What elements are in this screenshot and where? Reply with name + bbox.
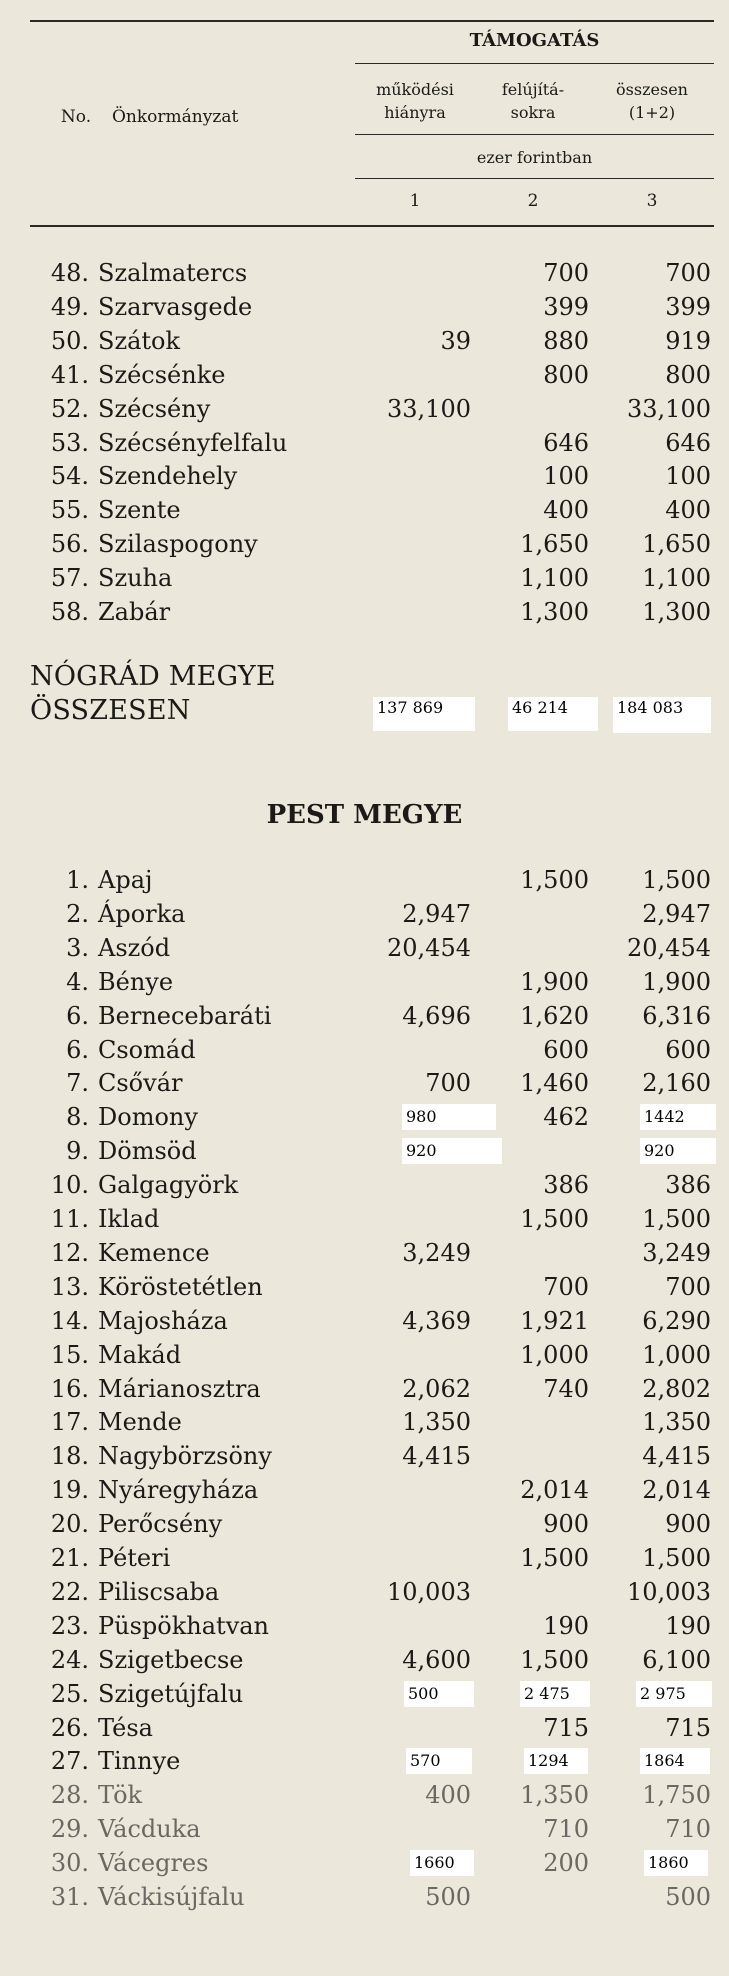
total-value: 1,100 xyxy=(642,564,711,593)
row-number: 20. xyxy=(50,1510,89,1539)
total-value: 399 xyxy=(665,292,711,321)
row-number: 53. xyxy=(50,428,89,457)
renovation-value: 386 xyxy=(543,1171,589,1200)
group-rule xyxy=(355,63,714,64)
total-value: 1442 xyxy=(640,1104,716,1130)
table-row xyxy=(0,1812,729,1846)
total-value: 1,500 xyxy=(642,1205,711,1233)
group-title: TÁMOGATÁS xyxy=(469,30,600,51)
renovation-value: 200 xyxy=(543,1849,589,1878)
col2-header-line1: felújítá- xyxy=(501,80,565,99)
municipality-name: Köröstetétlen xyxy=(98,1272,263,1301)
operating-deficit-value: 500 xyxy=(404,1681,474,1707)
row-number: 4. xyxy=(66,967,89,996)
total-value: 2,947 xyxy=(642,899,711,928)
table-row xyxy=(0,595,729,629)
total-value: 386 xyxy=(665,1171,711,1200)
total-value: 800 xyxy=(665,360,711,389)
table-row xyxy=(0,1711,729,1745)
table-row xyxy=(0,1880,729,1914)
renovation-value: 1,100 xyxy=(520,564,589,593)
total-value: 1864 xyxy=(640,1748,710,1774)
municipality-name: Szigetújfalu xyxy=(98,1679,244,1708)
unit-label: ezer forintban xyxy=(476,148,593,167)
municipality-name: Iklad xyxy=(98,1205,160,1233)
total-col3-value: 184 083 xyxy=(613,697,711,733)
renovation-value: 1,000 xyxy=(520,1340,589,1369)
county-total-line2: ÖSSZESEN xyxy=(30,695,191,726)
operating-deficit-value: 3,249 xyxy=(402,1238,471,1267)
table-row xyxy=(0,1100,729,1134)
table-row xyxy=(0,1338,729,1372)
operating-deficit-value: 4,369 xyxy=(402,1306,471,1335)
operating-deficit-value: 2,062 xyxy=(402,1374,471,1403)
operating-deficit-value: 400 xyxy=(425,1781,471,1810)
operating-deficit-value: 4,696 xyxy=(402,1001,471,1030)
renovation-value: 1294 xyxy=(524,1748,588,1774)
row-number: 54. xyxy=(50,462,89,491)
col3-number: 3 xyxy=(646,191,658,211)
operating-deficit-value: 4,600 xyxy=(402,1645,471,1674)
row-number: 41. xyxy=(50,360,89,389)
total-value: 600 xyxy=(665,1035,711,1064)
municipality-name: Dömsöd xyxy=(98,1137,197,1166)
table-row xyxy=(0,1473,729,1507)
table-row xyxy=(0,1643,729,1677)
renovation-value: 715 xyxy=(543,1713,589,1742)
row-number: 28. xyxy=(50,1781,89,1810)
total-value: 1,650 xyxy=(642,530,711,559)
table-row xyxy=(0,863,729,897)
unit-rule-top xyxy=(355,134,714,135)
row-number: 50. xyxy=(50,326,89,355)
municipality-name: Szécsénke xyxy=(98,360,226,389)
row-number: 15. xyxy=(50,1340,89,1369)
row-number: 58. xyxy=(50,598,89,626)
table-row xyxy=(0,392,729,426)
renovation-value: 1,500 xyxy=(520,1544,589,1572)
municipality-name: Mende xyxy=(98,1408,182,1437)
table-row xyxy=(0,1066,729,1100)
municipality-name: Szátok xyxy=(98,326,181,355)
total-value: 715 xyxy=(665,1713,711,1742)
municipality-name: Nyáregyháza xyxy=(98,1476,259,1505)
table-row xyxy=(0,1575,729,1609)
row-number: 24. xyxy=(50,1645,89,1674)
row-number: 6. xyxy=(66,1001,89,1030)
total-value: 1,300 xyxy=(642,598,711,626)
renovation-value: 190 xyxy=(543,1611,589,1640)
municipality-name: Tök xyxy=(98,1781,143,1810)
operating-deficit-value: 10,003 xyxy=(387,1577,471,1606)
total-value: 10,003 xyxy=(627,1577,711,1606)
col3-header-line1: összesen xyxy=(616,80,688,99)
municipality-name: Bénye xyxy=(98,967,174,996)
row-number: 55. xyxy=(50,496,89,525)
total-value: 2,014 xyxy=(642,1476,711,1505)
renovation-value: 1,460 xyxy=(520,1069,589,1098)
total-value: 1,500 xyxy=(642,866,711,894)
total-value: 900 xyxy=(665,1510,711,1539)
table-row xyxy=(0,1609,729,1643)
row-number: 3. xyxy=(66,933,89,962)
renovation-value: 2,014 xyxy=(520,1476,589,1505)
table-row xyxy=(0,1744,729,1778)
renovation-value: 1,350 xyxy=(520,1781,589,1810)
row-number: 48. xyxy=(50,259,89,287)
table-row xyxy=(0,1372,729,1406)
row-number: 7. xyxy=(66,1069,89,1098)
municipality-name: Püspökhatvan xyxy=(98,1611,270,1640)
municipality-name: Szigetbecse xyxy=(98,1645,244,1674)
operating-deficit-value: 4,415 xyxy=(402,1442,471,1471)
header-bottom-rule xyxy=(30,225,714,227)
renovation-value: 740 xyxy=(543,1374,589,1403)
renovation-value: 900 xyxy=(543,1510,589,1539)
renovation-value: 710 xyxy=(543,1815,589,1844)
renovation-value: 400 xyxy=(543,496,589,525)
table-row xyxy=(0,1236,729,1270)
total-value: 33,100 xyxy=(627,394,711,423)
row-number: 27. xyxy=(50,1747,89,1776)
municipality-name: Nagybörzsöny xyxy=(98,1442,272,1471)
total-value: 100 xyxy=(665,462,711,491)
total-value: 700 xyxy=(665,259,711,287)
total-value: 2 975 xyxy=(636,1681,712,1707)
renovation-value: 1,500 xyxy=(520,866,589,894)
operating-deficit-value: 570 xyxy=(406,1748,472,1774)
municipality-name: Márianosztra xyxy=(98,1374,261,1403)
table-row xyxy=(0,358,729,392)
total-value: 2,802 xyxy=(642,1374,711,1403)
table-row xyxy=(0,1405,729,1439)
renovation-value: 1,300 xyxy=(520,598,589,626)
municipality-name: Bernecebaráti xyxy=(98,1001,272,1030)
total-value: 500 xyxy=(665,1883,711,1911)
row-number: 29. xyxy=(50,1815,89,1844)
municipality-name: Piliscsaba xyxy=(98,1577,220,1606)
table-row xyxy=(0,1677,729,1711)
municipality-name: Vácegres xyxy=(98,1849,209,1878)
municipality-name: Szilaspogony xyxy=(98,530,258,559)
row-number: 22. xyxy=(50,1577,89,1606)
municipality-name: Tésa xyxy=(98,1713,153,1742)
row-number: 23. xyxy=(50,1611,89,1640)
total-value: 1,900 xyxy=(642,967,711,996)
total-value: 1,500 xyxy=(642,1544,711,1572)
total-value: 4,415 xyxy=(642,1442,711,1471)
total-value: 3,249 xyxy=(642,1238,711,1267)
operating-deficit-value: 1660 xyxy=(410,1850,474,1876)
total-col2-value: 46 214 xyxy=(508,697,598,731)
col3-header-line2: (1+2) xyxy=(628,103,676,122)
table-row xyxy=(0,1270,729,1304)
municipality-name: Apaj xyxy=(98,866,153,894)
table-row xyxy=(0,1439,729,1473)
table-row xyxy=(0,931,729,965)
table-row xyxy=(0,1507,729,1541)
municipality-name: Kemence xyxy=(98,1238,210,1267)
total-value: 920 xyxy=(640,1138,716,1164)
top-rule xyxy=(30,20,714,22)
row-number: 11. xyxy=(50,1205,89,1233)
row-number: 52. xyxy=(50,394,89,423)
no-header: No. xyxy=(60,107,92,127)
municipality-header: Önkormányzat xyxy=(112,107,239,127)
table-row xyxy=(0,1304,729,1338)
municipality-name: Szuha xyxy=(98,564,173,593)
table-row xyxy=(0,999,729,1033)
renovation-value: 600 xyxy=(543,1035,589,1064)
operating-deficit-value: 39 xyxy=(440,326,471,355)
municipality-name: Galgagyörk xyxy=(98,1171,239,1200)
operating-deficit-value: 20,454 xyxy=(387,933,471,962)
total-value: 1,350 xyxy=(642,1408,711,1437)
col1-header-line1: működési xyxy=(376,80,454,99)
renovation-value: 100 xyxy=(543,462,589,491)
row-number: 49. xyxy=(50,292,89,321)
row-number: 10. xyxy=(50,1171,89,1200)
row-number: 16. xyxy=(50,1374,89,1403)
table-row xyxy=(0,965,729,999)
row-number: 14. xyxy=(50,1306,89,1335)
table-row xyxy=(0,561,729,595)
row-number: 2. xyxy=(66,899,89,928)
row-number: 31. xyxy=(50,1883,89,1911)
col1-number: 1 xyxy=(409,191,421,211)
renovation-value: 1,650 xyxy=(520,530,589,559)
total-value: 6,290 xyxy=(642,1306,711,1335)
renovation-value: 700 xyxy=(543,259,589,287)
renovation-value: 1,620 xyxy=(520,1001,589,1030)
county-total-line1: NÓGRÁD MEGYE xyxy=(30,661,276,692)
row-number: 12. xyxy=(50,1238,89,1267)
total-value: 6,100 xyxy=(642,1645,711,1674)
municipality-name: Péteri xyxy=(98,1544,171,1572)
col2-header-line2: sokra xyxy=(510,103,556,122)
table-row xyxy=(0,527,729,561)
operating-deficit-value: 500 xyxy=(425,1883,471,1911)
operating-deficit-value: 920 xyxy=(402,1138,502,1164)
table-row xyxy=(0,1541,729,1575)
renovation-value: 800 xyxy=(543,360,589,389)
renovation-value: 2 475 xyxy=(520,1681,590,1707)
operating-deficit-value: 1,350 xyxy=(402,1408,471,1437)
total-col1-value: 137 869 xyxy=(373,697,475,731)
row-number: 17. xyxy=(50,1408,89,1437)
municipality-name: Vácduka xyxy=(98,1815,201,1844)
row-number: 57. xyxy=(50,564,89,593)
municipality-name: Szarvasgede xyxy=(98,292,253,321)
municipality-name: Szécsény xyxy=(98,394,211,423)
table-row xyxy=(0,426,729,460)
renovation-value: 1,500 xyxy=(520,1645,589,1674)
municipality-name: Szalmatercs xyxy=(98,259,248,287)
municipality-name: Majosháza xyxy=(98,1306,228,1335)
renovation-value: 462 xyxy=(543,1103,589,1132)
total-value: 2,160 xyxy=(642,1069,711,1098)
municipality-name: Makád xyxy=(98,1340,182,1369)
col2-number: 2 xyxy=(527,191,539,211)
table-row xyxy=(0,897,729,931)
row-number: 9. xyxy=(66,1137,89,1166)
renovation-value: 1,500 xyxy=(520,1205,589,1233)
total-value: 20,454 xyxy=(627,933,711,962)
municipality-name: Szendehely xyxy=(98,462,238,491)
total-value: 6,316 xyxy=(642,1001,711,1030)
operating-deficit-value: 700 xyxy=(425,1069,471,1098)
row-number: 1. xyxy=(66,866,89,894)
municipality-name: Domony xyxy=(98,1103,198,1132)
municipality-name: Perőcsény xyxy=(98,1510,223,1539)
table-row xyxy=(0,459,729,493)
row-number: 26. xyxy=(50,1713,89,1742)
municipality-name: Aszód xyxy=(98,933,171,962)
municipality-name: Váckisújfalu xyxy=(98,1883,245,1911)
table-row xyxy=(0,1846,729,1880)
total-value: 919 xyxy=(665,326,711,355)
total-value: 190 xyxy=(665,1611,711,1640)
renovation-value: 399 xyxy=(543,292,589,321)
operating-deficit-value: 2,947 xyxy=(402,899,471,928)
table-row xyxy=(0,290,729,324)
operating-deficit-value: 980 xyxy=(402,1104,496,1130)
table-row xyxy=(0,493,729,527)
total-value: 646 xyxy=(665,428,711,457)
table-row xyxy=(0,1033,729,1067)
municipality-name: Tinnye xyxy=(98,1747,181,1776)
total-value: 1,000 xyxy=(642,1340,711,1369)
row-number: 19. xyxy=(50,1476,89,1505)
renovation-value: 1,900 xyxy=(520,967,589,996)
row-number: 56. xyxy=(50,530,89,559)
table-row xyxy=(0,256,729,290)
row-number: 21. xyxy=(50,1544,89,1572)
total-value: 710 xyxy=(665,1815,711,1844)
table-row xyxy=(0,324,729,358)
renovation-value: 646 xyxy=(543,428,589,457)
municipality-name: Csővár xyxy=(98,1069,183,1098)
renovation-value: 700 xyxy=(543,1272,589,1301)
row-number: 8. xyxy=(66,1103,89,1132)
renovation-value: 880 xyxy=(543,326,589,355)
municipality-name: Szécsényfelfalu xyxy=(98,428,288,457)
renovation-value: 1,921 xyxy=(520,1306,589,1335)
row-number: 13. xyxy=(50,1272,89,1301)
table-row xyxy=(0,1778,729,1812)
municipality-name: Zabár xyxy=(98,598,171,626)
total-value: 1,750 xyxy=(642,1781,711,1810)
total-value: 700 xyxy=(665,1272,711,1301)
pest-county-title: PEST MEGYE xyxy=(266,800,463,830)
row-number: 25. xyxy=(50,1679,89,1708)
total-value: 1860 xyxy=(644,1850,708,1876)
table-row xyxy=(0,1134,729,1168)
table-row xyxy=(0,1168,729,1202)
municipality-name: Áporka xyxy=(98,899,186,928)
row-number: 18. xyxy=(50,1442,89,1471)
operating-deficit-value: 33,100 xyxy=(387,394,471,423)
total-value: 400 xyxy=(665,496,711,525)
municipality-name: Csomád xyxy=(98,1035,196,1064)
unit-rule-bottom xyxy=(355,178,714,179)
row-number: 30. xyxy=(50,1849,89,1878)
row-number: 6. xyxy=(66,1035,89,1064)
table-row xyxy=(0,1202,729,1236)
municipality-name: Szente xyxy=(98,496,181,525)
col1-header-line2: hiányra xyxy=(384,103,446,122)
